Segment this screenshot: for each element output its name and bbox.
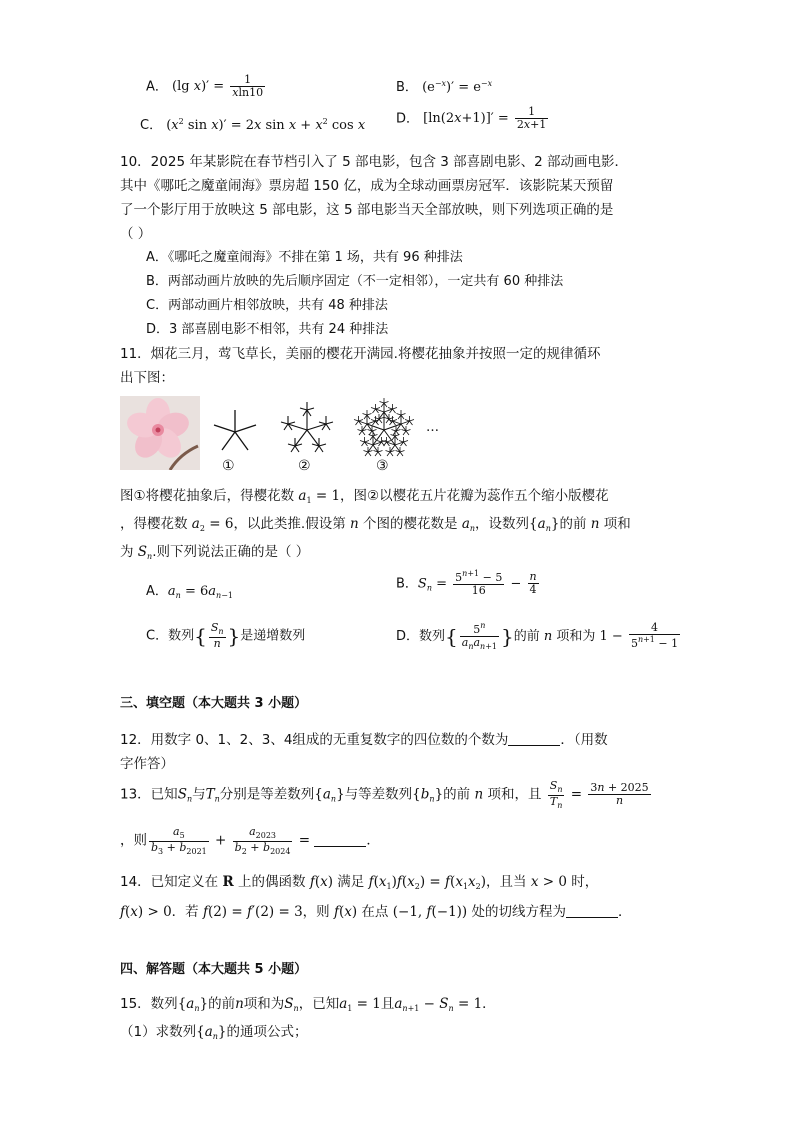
figure-3-label: ③ <box>376 458 389 474</box>
q11-paragraph-line-2: ，得樱花数 $a_2 = 6$，以此类推.假设第 n 个图的樱花数是 $a_n$，设数列$\{a_n\}$的前 n 项和 <box>120 516 631 533</box>
section-4-heading: 四、解答题（本大题共 5 小题） <box>120 962 308 977</box>
q10-option-a: A．《哪吒之魔童闹海》不排在第 1 场，共有 96 种排法 <box>146 250 463 265</box>
q12-line-2: 字作答） <box>120 756 174 772</box>
q11-option-d: D．数列{ $\frac{5^n}{a_na_{n+1}}$ }的前 n 项和为 1 − $\frac{4}{5^{n+1} - 1}$ <box>396 621 679 652</box>
figure-2-label: ② <box>298 458 311 474</box>
cherry-blossom-photo <box>120 396 200 470</box>
option-label: D． <box>396 111 420 127</box>
formula: (lg x)′ = $\frac{1}{xln10}$ <box>172 73 264 100</box>
q11-line-1: 11．烟花三月，莺飞草长，美丽的樱花开满园.将樱花抽象并按照一定的规律循环 <box>120 346 601 362</box>
q11-option-a: A．$a_n = 6a_{n-1}$ <box>146 584 233 600</box>
formula: ($x^2$ sin x)′ = 2x $\sin x + x^2$ cos x <box>166 117 366 133</box>
q10-line-3: 了一个影厅用于放映这 5 部电影，这 5 部电影当天全部放映，则下列选项正确的是 <box>120 202 614 218</box>
figure-2-star <box>272 396 342 462</box>
q11-paragraph-line-1: 图①将樱花抽象后，得樱花数 $a_1 = 1$，图②以樱花五片花瓣为蕊作五个缩小版樱花 <box>120 488 609 505</box>
answer-blank <box>566 905 618 918</box>
q10-option-c: C．两部动画片相邻放映，共有 48 种排法 <box>146 298 388 313</box>
q9-option-b <box>396 76 492 95</box>
q11-line-2: 出下图： <box>120 370 174 386</box>
q10-option-d: D．3 部喜剧电影不相邻，共有 24 种排法 <box>146 322 389 337</box>
option-label: B． <box>396 80 418 95</box>
q9-option-a <box>146 74 267 100</box>
answer-blank <box>508 733 560 746</box>
q11-paragraph-line-3: 为 $S_n$.则下列说法正确的是（ ） <box>120 544 310 561</box>
q14-line-1: 14．已知定义在 R 上的偶函数 f(x) 满足 $f(x_1)f(x_2) = f(x_1x_2)$，且当 x > 0 时， <box>120 874 599 891</box>
q11-option-c: C．数列{ $\frac{S_n}{n}$ }是递增数列 <box>146 621 306 650</box>
figure-1-label: ① <box>222 458 235 474</box>
q13-line-2: ，则 $\frac{a_5}{b_3 + b_{2021}}$ + $\frac{a_{2023}}{b_2 + b_{2024}}$ = ． <box>120 825 380 856</box>
option-label: A． <box>146 79 168 95</box>
formula: [ln(2x+1)]′ = $\frac{1}{2x+1}$ <box>423 105 547 132</box>
q15-sub-1: （1）求数列$\{a_n\}$的通项公式； <box>120 1024 308 1041</box>
q14-line-2: f(x) > 0．若 f(2) = f′(2) = 3，则 f(x) 在点 (−1, f(−1)) 处的切线方程为 ． <box>120 904 632 920</box>
figure-ellipsis: … <box>426 420 439 435</box>
figure-1-star <box>205 404 265 460</box>
section-3-heading: 三、填空题（本大题共 3 小题） <box>120 696 308 711</box>
q10-line-4: （ ） <box>120 226 152 242</box>
q13-line-1: 13．已知$S_n$与$T_n$分别是等差数列$\{a_n\}$与等差数列$\{b_n\}$的前 n 项和，且 $\frac{S_n}{T_n}$ = $\frac{3n + 2025}{n}$ <box>120 779 649 810</box>
q15-line-1: 15．数列$\{a_n\}$的前n项和为$S_n$，已知$a_1 = 1$且$a_{n+1} - S_n = 1$． <box>120 996 496 1013</box>
q11-option-b: B．$S_n$ = $\frac{5^{n+1} - 5}{16}$ − $\frac{n}{4}$ <box>396 569 537 598</box>
formula: $(e^{-x})' = e^{-x}$ <box>422 79 493 95</box>
q12-line-1: 12．用数字 0、1、2、3、4组成的无重复数字的四位数的个数为 ．（用数 <box>120 732 608 748</box>
answer-blank <box>314 834 366 847</box>
q9-option-d <box>396 106 550 132</box>
q10-line-1: 10．2025 年某影院在春节档引入了 5 部电影，包含 3 部喜剧电影、2 部动画电影． <box>120 154 629 170</box>
option-label: C． <box>140 118 163 133</box>
q10-line-2: 其中《哪吒之魔童闹海》票房超 150 亿，成为全球动画票房冠军．该影院某天预留 <box>120 178 614 194</box>
figure-3-star <box>348 394 420 462</box>
q9-option-c <box>140 114 365 133</box>
q10-option-b: B．两部动画片放映的先后顺序固定（不一定相邻），一定共有 60 种排法 <box>146 274 564 289</box>
